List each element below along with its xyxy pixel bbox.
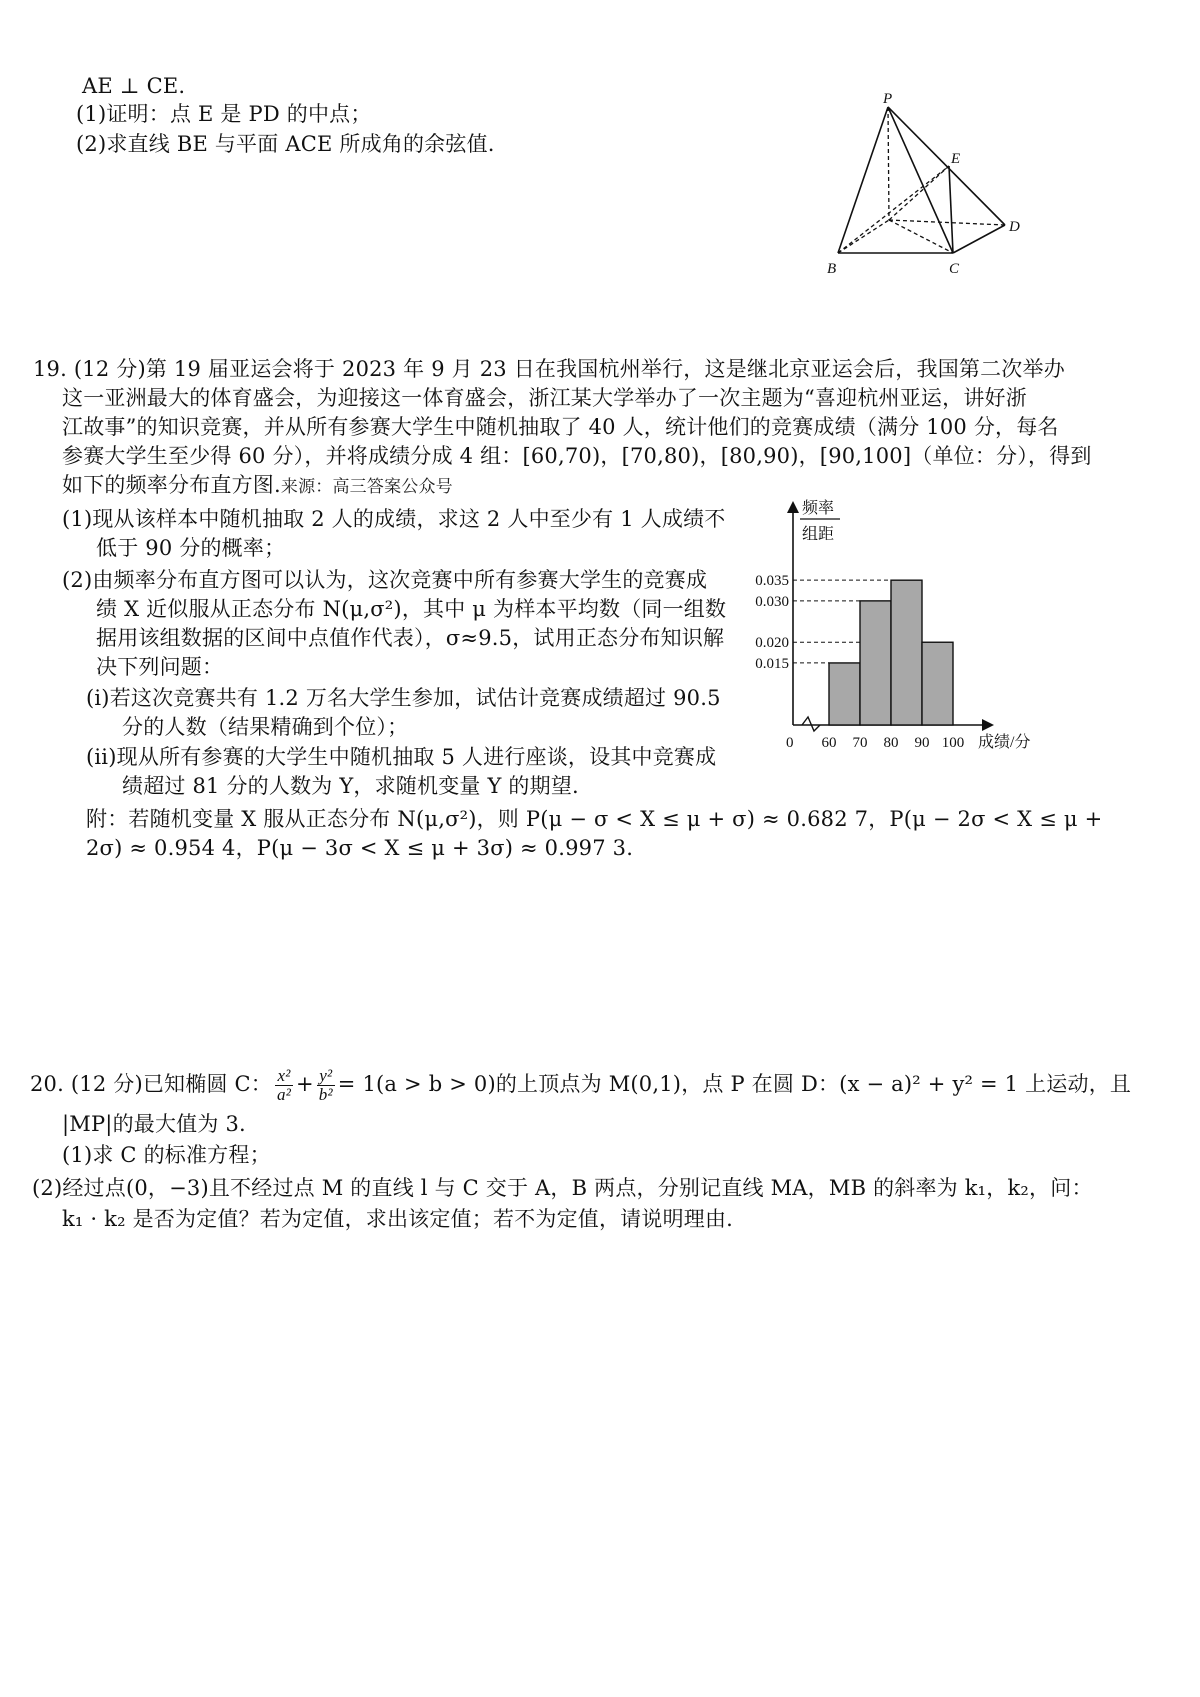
q19-part1-line-1: (1)现从该样本中随机抽取 2 人的成绩，求这 2 人中至少有 1 人成绩不 xyxy=(62,507,726,531)
origin-label: 0 xyxy=(786,735,794,751)
frequency-histogram xyxy=(740,495,1050,785)
y-tick-label: 0.030 xyxy=(755,593,789,610)
label-c: C xyxy=(949,261,960,277)
histogram-bar xyxy=(860,601,891,725)
edge-pc xyxy=(888,107,953,253)
x-tick-label: 90 xyxy=(914,735,930,751)
q19-part1-line-2: 低于 90 分的概率； xyxy=(96,536,286,560)
source-note: 来源：高三答案公众号 xyxy=(280,477,453,497)
y-tick-label: 0.020 xyxy=(755,635,789,652)
edge-ba-hidden xyxy=(838,220,889,253)
q19-intro-line-2: 这一亚洲最大的体育盛会，为迎接这一体育盛会，浙江某大学举办了一次主题为“喜迎杭州亚运，讲好浙 xyxy=(62,386,1027,410)
q18-part1: (1)证明：点 E 是 PD 的中点； xyxy=(76,102,372,126)
edge-ae-hidden xyxy=(889,166,949,220)
axis-break-mark xyxy=(802,717,820,731)
q20-plus: + xyxy=(296,1072,314,1096)
q19-part2-line-2: 绩 X 近似服从正态分布 N(μ,σ²)，其中 μ 为样本平均数（同一组数 xyxy=(96,597,727,621)
q20-part2-line-2: k₁ · k₂ 是否为定值？若为定值，求出该定值；若不为定值，请说明理由. xyxy=(62,1207,734,1231)
q19-part2-line-4: 决下列问题： xyxy=(96,655,224,679)
label-d: D xyxy=(1009,219,1020,235)
edge-ce xyxy=(949,166,953,253)
y-axis-arrow xyxy=(787,501,799,513)
q20-line-1 xyxy=(30,1064,1131,1104)
fraction-numerator: y² xyxy=(317,1067,335,1086)
fraction-y-over-b xyxy=(317,1067,335,1104)
q18-part2: (2)求直线 BE 与平面 ACE 所成角的余弦值. xyxy=(76,132,495,156)
q19-intro-line-4: 参赛大学生至少得 60 分），并将成绩分成 4 组：[60,70)，[70,80)，[80,90)，[90,100]（单位：分），得到 xyxy=(62,444,1092,468)
ylabel-bottom: 组距 xyxy=(802,526,835,543)
x-axis-arrow xyxy=(982,719,994,731)
edge-ac-hidden xyxy=(889,220,953,253)
y-tick-label: 0.015 xyxy=(755,655,789,672)
q19-sub-ii-line-2: 绩超过 81 分的人数为 Y，求随机变量 Y 的期望. xyxy=(122,774,579,798)
fraction-denominator: a² xyxy=(277,1085,291,1104)
histogram-bar xyxy=(922,642,953,725)
pyramid-figure xyxy=(825,91,1025,285)
fraction-x-over-a xyxy=(275,1067,293,1104)
edge-be-hidden xyxy=(838,166,949,253)
q20-line-2: |MP|的最大值为 3. xyxy=(62,1112,246,1136)
q20-rest: = 1(a > b > 0)的上顶点为 M(0,1)，点 P 在圆 D：(x − a)² + y² = 1 上运动，且 xyxy=(337,1072,1132,1096)
x-tick-label: 70 xyxy=(852,735,868,751)
q19-part2-line-1: (2)由频率分布直方图可以认为，这次竞赛中所有参赛大学生的竞赛成 xyxy=(62,568,708,592)
histogram-bar xyxy=(891,580,922,725)
fraction-denominator: b² xyxy=(318,1085,333,1104)
q19-intro-line-3: 江故事”的知识竞赛，并从所有参赛大学生中随机抽取了 40 人，统计他们的竞赛成绩（满分 100 分，每名 xyxy=(62,415,1059,439)
q19-sub-ii-line-1: (ii)现从所有参赛的大学生中随机抽取 5 人进行座谈，设其中竞赛成 xyxy=(86,745,717,769)
q19-sub-i-line-2: 分的人数（结果精确到个位）； xyxy=(122,715,409,739)
edge-pa-hidden xyxy=(888,107,889,220)
q19-appendix-line-1: 附：若随机变量 X 服从正态分布 N(μ,σ²)，则 P(μ − σ < X ≤ μ + σ) ≈ 0.682 7，P(μ − 2σ < X ≤ μ + xyxy=(86,807,1103,831)
q20-part2-line-1: (2)经过点(0，−3)且不经过点 M 的直线 l 与 C 交于 A，B 两点，分别记直线 MA，MB 的斜率为 k₁，k₂，问： xyxy=(32,1176,1093,1200)
x-tick-label: 100 xyxy=(941,735,965,751)
y-tick-label: 0.035 xyxy=(755,573,789,590)
q20-lead: 20. (12 分)已知椭圆 C： xyxy=(30,1072,272,1096)
q20-part1: (1)求 C 的标准方程； xyxy=(62,1143,271,1167)
q19-intro-line-1: 19. (12 分)第 19 届亚运会将于 2023 年 9 月 23 日在我国杭州举行，这是继北京亚运会后，我国第二次举办 xyxy=(33,357,1065,381)
q19-intro-line-5 xyxy=(62,471,453,501)
edge-ad-hidden xyxy=(889,220,1005,225)
label-p: P xyxy=(883,91,893,107)
edge-pb xyxy=(838,107,888,253)
ylabel-top: 频率 xyxy=(802,500,835,517)
x-tick-label: 80 xyxy=(883,735,899,751)
edge-cd xyxy=(953,225,1005,253)
q19-part2-line-3: 据用该组数据的区间中点值作代表），σ≈9.5，试用正态分布知识解 xyxy=(96,626,725,650)
label-e: E xyxy=(951,151,961,167)
x-axis-label: 成绩/分 xyxy=(978,734,1031,751)
label-b: B xyxy=(827,261,837,277)
x-tick-label: 60 xyxy=(821,735,837,751)
q19-intro-last: 如下的频率分布直方图. xyxy=(62,473,281,497)
q19-sub-i-line-1: (i)若这次竞赛共有 1.2 万名大学生参加，试估计竞赛成绩超过 90.5 xyxy=(86,686,721,710)
fraction-numerator: x² xyxy=(275,1067,293,1086)
q18-continuation: AE ⊥ CE. xyxy=(82,74,186,98)
edge-pd xyxy=(888,107,1005,225)
histogram-bar xyxy=(829,663,860,725)
q19-appendix-line-2: 2σ) ≈ 0.954 4，P(μ − 3σ < X ≤ μ + 3σ) ≈ 0.997 3. xyxy=(86,836,634,860)
